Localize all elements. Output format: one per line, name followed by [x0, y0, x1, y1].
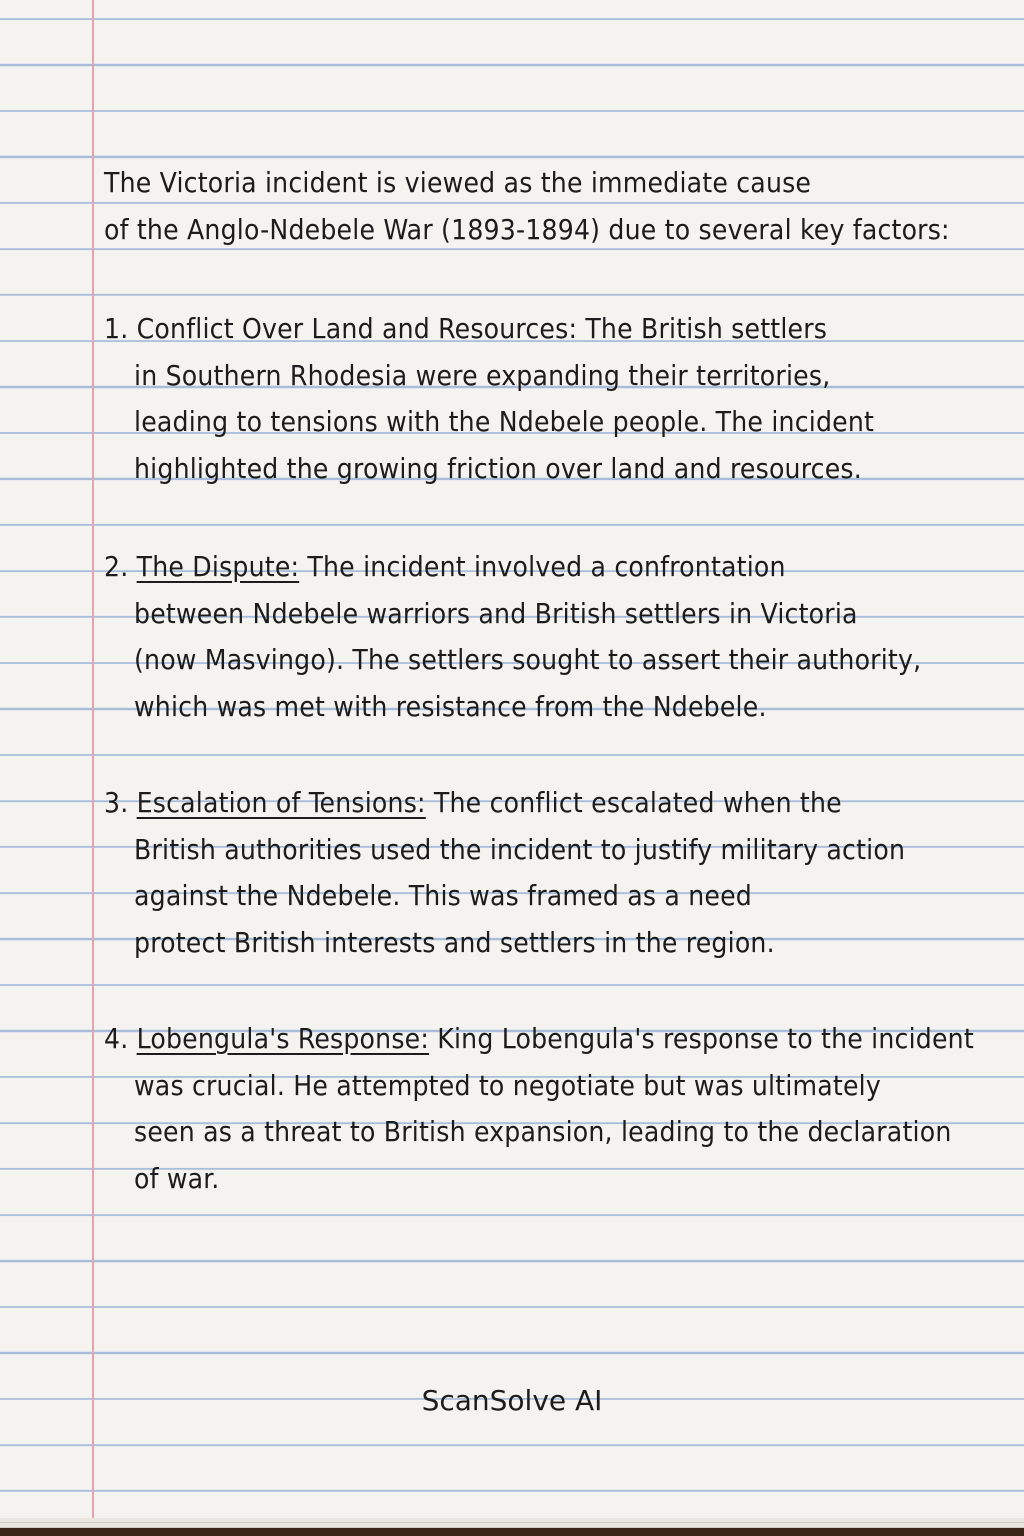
- item-text: British authorities used the incident to justify military action: [134, 832, 906, 866]
- item-text: was crucial. He attempted to negotiate but was ultimately: [134, 1068, 881, 1102]
- sheet-edge: [0, 1523, 1024, 1528]
- item-number: 4.: [104, 1022, 129, 1055]
- list-item-4: [104, 1016, 974, 1202]
- item-text: highlighted the growing friction over land and resources.: [134, 451, 862, 485]
- margin-line: [92, 0, 94, 1518]
- item-text: which was met with resistance from the Ndebele.: [134, 689, 767, 723]
- item-text: between Ndebele warriors and British settlers in Victoria: [134, 596, 858, 630]
- watermark-footer: ScanSolve AI: [421, 1384, 603, 1417]
- item-text: The conflict escalated when the: [425, 786, 842, 819]
- item-text: protect British interests and settlers in the region.: [134, 925, 775, 959]
- item-text: in Southern Rhodesia were expanding their territories,: [134, 358, 831, 392]
- item-heading: Conflict Over Land and Resources:: [136, 312, 578, 345]
- item-heading: The Dispute:: [136, 550, 300, 583]
- intro-paragraph: [104, 160, 950, 253]
- item-heading: Lobengula's Response:: [136, 1022, 430, 1055]
- intro-line-1: The Victoria incident is viewed as the immediate cause: [104, 166, 812, 199]
- list-item-1: [104, 306, 874, 492]
- item-text: The incident involved a confrontation: [299, 550, 786, 583]
- item-heading: Escalation of Tensions:: [136, 786, 426, 819]
- item-text: leading to tensions with the Ndebele people. The incident: [134, 405, 875, 438]
- item-text: against the Ndebele. This was framed as a need: [134, 879, 752, 912]
- item-text: of war.: [134, 1161, 220, 1195]
- list-item-3: [104, 780, 905, 966]
- item-text: King Lobengula's response to the incident: [429, 1022, 974, 1055]
- item-text: seen as a threat to British expansion, leading to the declaration: [134, 1115, 952, 1148]
- item-number: 1.: [104, 312, 129, 345]
- item-number: 2.: [104, 550, 129, 583]
- list-item-2: [104, 544, 921, 730]
- item-text: (now Masvingo). The settlers sought to assert their authority,: [134, 643, 922, 676]
- intro-line-2: of the Anglo-Ndebele War (1893-1894) due to several key factors:: [104, 212, 950, 246]
- item-text: The British settlers: [577, 312, 828, 345]
- item-number: 3.: [104, 786, 129, 819]
